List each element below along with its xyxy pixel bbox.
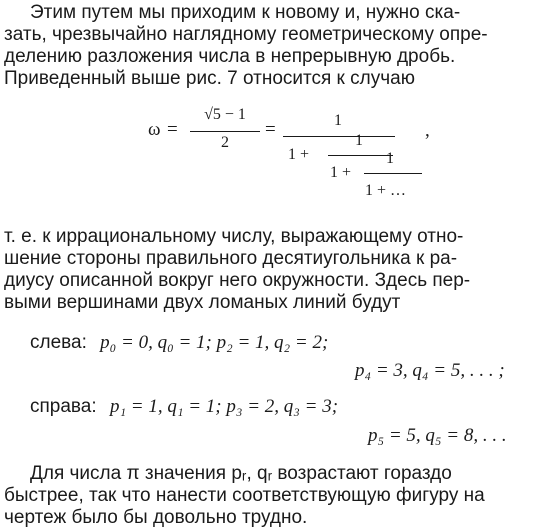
left-list-line-continued	[355, 360, 505, 382]
right-list-math: p₁ = 1, q₁ = 1; p₃ = 2, q₃ = 3;	[109, 396, 339, 417]
left-list-label: слева:	[30, 332, 87, 353]
formula-comma: ,	[425, 120, 430, 141]
text-line: быстрее, так что нанести соответствующую фигуру на	[4, 485, 485, 506]
text-line: зать, чрезвычайно наглядному геометрическому опре-	[4, 24, 488, 45]
left-list-math: p₀ = 0, q₀ = 1; p₂ = 1, q₂ = 2;	[100, 332, 329, 353]
text-line: Для числа π значения pᵣ, qᵣ возрастают гораздо	[30, 463, 452, 484]
fraction-term: 1 + …	[365, 182, 407, 199]
fraction-bar	[190, 131, 260, 132]
left-list-line	[30, 332, 328, 354]
fraction-bar	[364, 173, 422, 174]
equals-sign: =	[265, 119, 276, 140]
text-line: чертеж было бы довольно трудно.	[4, 507, 308, 528]
equals-sign: =	[167, 119, 178, 140]
text-line: делению разложения числа в непрерывную дробь.	[4, 46, 456, 67]
text-line: Приведенный выше рис. 7 относится к случаю	[4, 68, 415, 89]
text-line: шение стороны правильного десятиугольника к ра-	[4, 248, 458, 269]
omega-symbol: ω	[148, 119, 161, 140]
fraction-denominator: 2	[221, 134, 229, 151]
fraction-numerator: 1	[355, 132, 363, 149]
left-list-math-continued: p₄ = 3, q₄ = 5, . . . ;	[355, 360, 505, 381]
fraction-term: 1 +	[288, 146, 310, 163]
text-line: диусу описанной вокруг него окружности. Здесь пер-	[4, 270, 471, 291]
fraction-numerator: √5 − 1	[204, 106, 246, 123]
fraction-term: 1 +	[330, 164, 352, 181]
fraction-numerator: 1	[386, 150, 394, 167]
right-list-line-continued	[368, 425, 507, 447]
text-line: т. е. к иррациональному числу, выражающему отно-	[4, 226, 464, 247]
fraction-numerator: 1	[334, 112, 342, 129]
right-list-line	[30, 396, 338, 418]
text-line: Этим путем мы приходим к новому и, нужно ска-	[30, 2, 461, 23]
right-list-label: справа:	[30, 396, 97, 417]
right-list-math-continued: p₅ = 5, q₅ = 8, . . .	[368, 425, 507, 446]
text-line: выми вершинами двух ломаных линий будут	[4, 292, 401, 313]
